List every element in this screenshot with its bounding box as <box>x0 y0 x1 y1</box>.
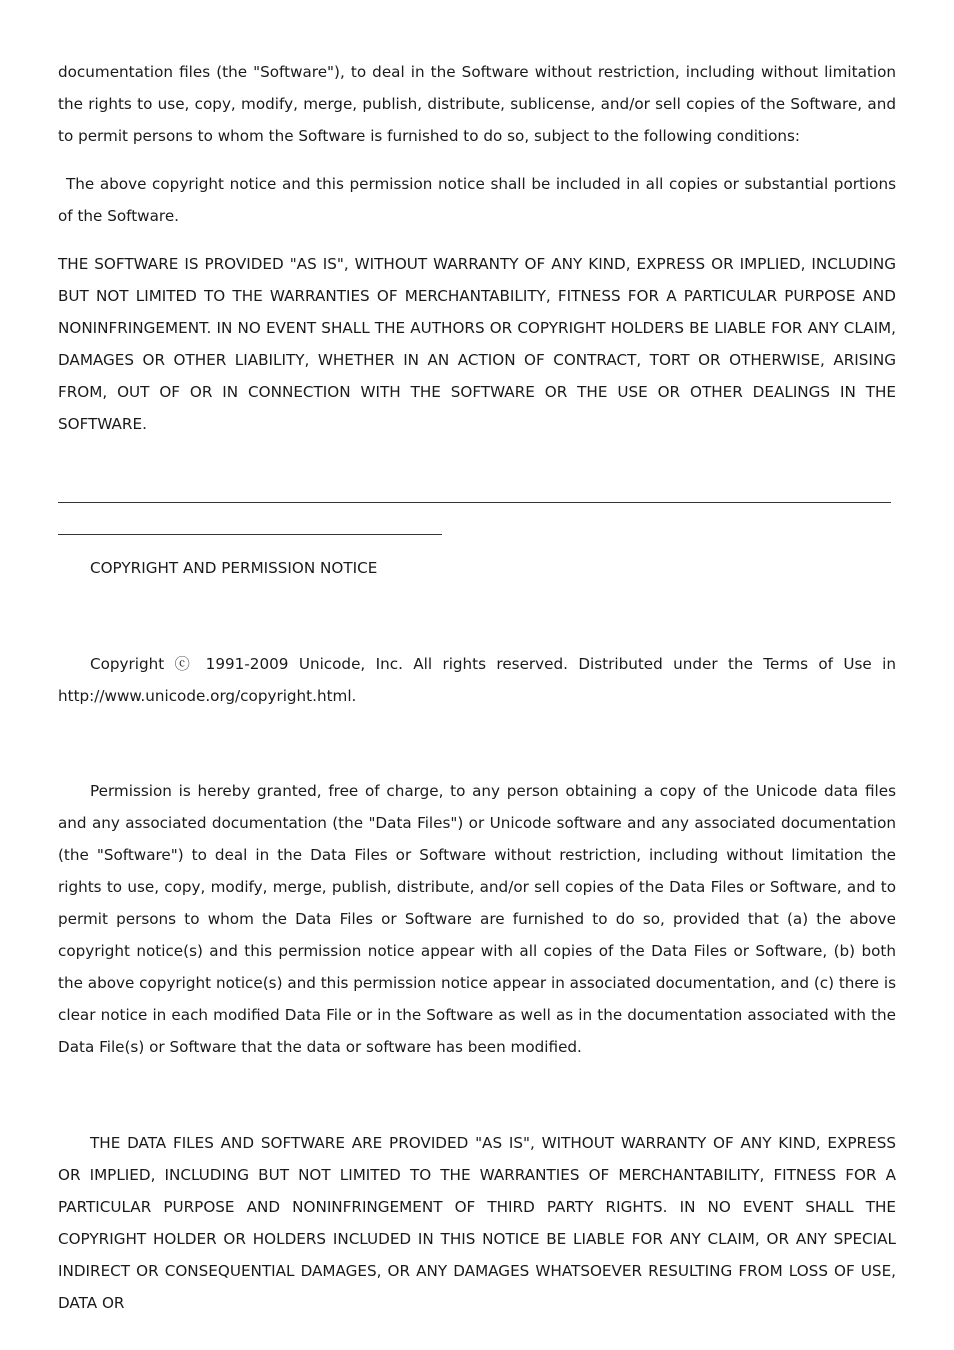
mit-notice-inclusion-paragraph: The above copyright notice and this permission notice shall be included in all copies or substantial portions of the Software. <box>58 175 896 225</box>
unicode-permission-paragraph: Permission is hereby granted, free of charge, to any person obtaining a copy of the Unicode data files and any associated documentation (the "Data Files") or Unicode software and any associated documentation (the "Software") to deal in the Data Files or Software without restriction, including without limitation the rights to use, copy, modify, merge, publish, distribute, and/or sell copies of the Data Files or Software, and to permit persons to whom the Data Files or Software are furnished to do so, provided that (a) the above copyright notice(s) and this permission notice appear with all copies of the Data Files or Software, (b) both the above copyright notice(s) and this permission notice appear in associated documentation, and (c) there is clear notice in each modified Data File or in the Software as well as in the documentation associated with the Data File(s) or Software that the data or software has been modified. <box>58 782 896 1056</box>
spacer <box>58 616 896 648</box>
blank-line <box>58 712 896 744</box>
horizontal-rule <box>58 502 891 503</box>
mit-grant-paragraph-continued: documentation files (the "Software"), to deal in the Software without restriction, including without limitation the rights to use, copy, modify, merge, publish, distribute, sublicense, and/or sell copies of the Software, and to permit persons to whom the Software is furnished to do so, subject to the following conditions: <box>58 63 896 145</box>
separator-line-short <box>58 504 896 536</box>
blank-line <box>58 584 896 616</box>
blank-line <box>58 1063 896 1095</box>
spacer <box>58 536 896 552</box>
horizontal-rule <box>58 534 442 535</box>
section-heading: COPYRIGHT AND PERMISSION NOTICE <box>90 559 378 577</box>
blank-line <box>58 440 896 472</box>
document-body <box>58 56 896 1319</box>
spacer <box>58 744 896 775</box>
unicode-disclaimer-paragraph: THE DATA FILES AND SOFTWARE ARE PROVIDED "AS IS", WITHOUT WARRANTY OF ANY KIND, EXPRESS OR IMPLIED, INCLUDING BUT NOT LIMITED TO THE WARRANTIES OF MERCHANTABILITY, FITNESS FOR A PARTICULAR PURPOSE AND NONINFRINGEMENT OF THIRD PARTY RIGHTS. IN NO EVENT SHALL THE COPYRIGHT HOLDER OR HOLDERS INCLUDED IN THIS NOTICE BE LIABLE FOR ANY CLAIM, OR ANY SPECIAL INDIRECT OR CONSEQUENTIAL DAMAGES, OR ANY DAMAGES WHATSOEVER RESULTING FROM LOSS OF USE, DATA OR <box>58 1134 896 1312</box>
separator-line-long <box>58 472 896 504</box>
unicode-copyright-paragraph: Copyright ⓒ 1991-2009 Unicode, Inc. All rights reserved. Distributed under the Terms of Use in http://www.unicode.org/copyright.html. <box>58 655 896 705</box>
mit-warranty-disclaimer-paragraph: THE SOFTWARE IS PROVIDED "AS IS", WITHOUT WARRANTY OF ANY KIND, EXPRESS OR IMPLIED, INCLUDING BUT NOT LIMITED TO THE WARRANTIES OF MERCHANTABILITY, FITNESS FOR A PARTICULAR PURPOSE AND NONINFRINGEMENT. IN NO EVENT SHALL THE AUTHORS OR COPYRIGHT HOLDERS BE LIABLE FOR ANY CLAIM, DAMAGES OR OTHER LIABILITY, WHETHER IN AN ACTION OF CONTRACT, TORT OR OTHERWISE, ARISING FROM, OUT OF OR IN CONNECTION WITH THE SOFTWARE OR THE USE OR OTHER DEALINGS IN THE SOFTWARE. <box>58 255 896 433</box>
spacer <box>58 1095 896 1127</box>
